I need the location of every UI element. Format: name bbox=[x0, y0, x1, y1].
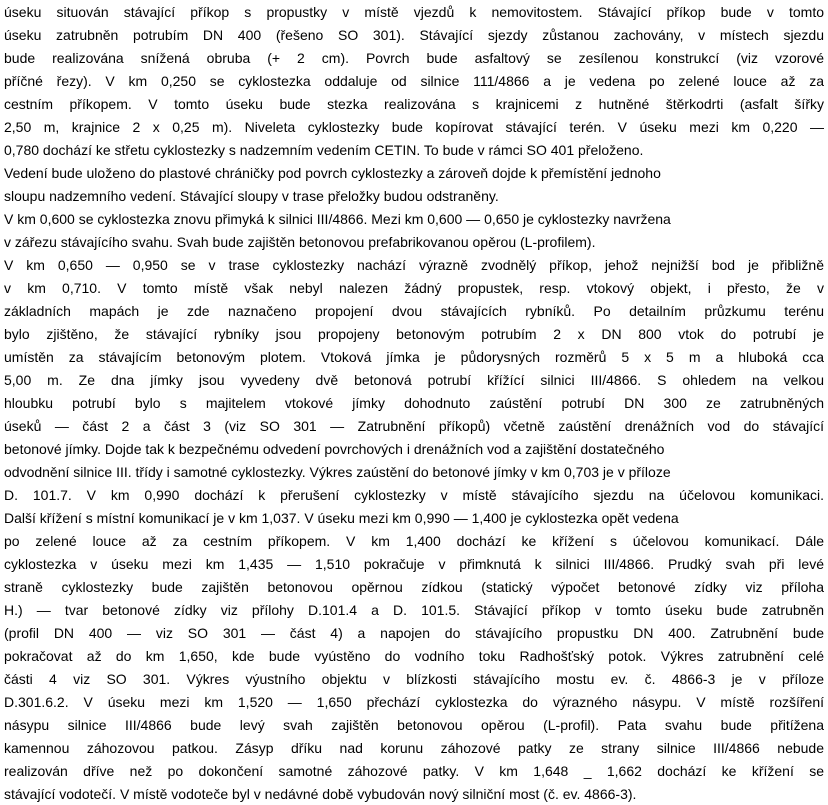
paragraph-line-1: úseku situován stávající příkop s propustky v místě vjezdů k nemovitostem. Stávající příkop bude v tomto bbox=[4, 4, 824, 20]
paragraph-line-28: (profil DN 400 — viz SO 301 — část 4) a napojen do stávajícího propustku DN 400. Zatrubnění bude bbox=[4, 625, 824, 641]
paragraph-line-15: bylo zjištěno, že stávající rybníky jsou propojeny betonovým potrubím 2 x DN 800 vtok do potrubí je bbox=[4, 326, 824, 342]
paragraph-line-6: 2,50 m, krajnice 2 x 0,25 m). Niveleta cyklostezky bude kopírovat stávající terén. V úseku mezi km 0,220 — bbox=[4, 119, 824, 135]
paragraph-line-19: úseků — část 2 a část 3 (viz SO 301 — Zatrubnění příkopů) včetně zaústění drenážních vod do stávající bbox=[4, 418, 824, 434]
paragraph-line-9: sloupu nadzemního vedení. Stávající sloupy v trase přeložky budou odstraněny. bbox=[4, 188, 499, 204]
paragraph-line-3: bude realizována snížená obruba (+ 2 cm). Povrch bude asfaltový se zesílenou konstrukcí (viz vzorové bbox=[4, 50, 824, 66]
paragraph-line-24: po zelené louce až za cestním příkopem. V km 1,400 dochází ke křížení s účelovou komunikací. Dále bbox=[4, 533, 824, 549]
paragraph-line-2: úseku zatrubněn potrubím DN 400 (řešeno SO 301). Stávající sjezdy zůstanou zachovány, v místech sjezdu bbox=[4, 27, 824, 43]
paragraph-line-25: cyklostezka v úseku mezi km 1,435 — 1,510 pokračuje v přimknutá k silnici III/4866. Prudký svah při levé bbox=[4, 556, 824, 572]
paragraph-line-30: části 4 viz SO 301. Výkres výustního objektu v blízkosti stávajícího mostu ev. č. 4866-3 je v příloze bbox=[4, 671, 824, 687]
paragraph-line-14: základních mapách je zde naznačeno propojení dvou stávajících rybníků. Po detailním průzkumu terénu bbox=[4, 303, 824, 319]
paragraph-line-26: straně cyklostezky bude zajištěn betonovou opěrnou zídkou (statický výpočet betonové zídky viz příloha bbox=[4, 579, 824, 595]
paragraph-line-29: pokračovat až do km 1,650, kde bude vyústěno do vodního toku Radhošťský potok. Výkres zatrubnění celé bbox=[4, 648, 824, 664]
paragraph-line-17: 5,00 m. Ze dna jímky jsou vyvedeny dvě betonová potrubí křížící silnici III/4866. S ohledem na velkou bbox=[4, 372, 824, 388]
paragraph-line-23: Další křížení s místní komunikací je v km 1,037. V úseku mezi km 0,990 — 1,400 je cyklostezka opět vedena bbox=[4, 510, 679, 526]
paragraph-line-5: cestním příkopem. V tomto úseku bude stezka realizována s krajnicemi z hutněné štěrkodrti (asfalt šířky bbox=[4, 96, 824, 112]
paragraph-line-21: odvodnění silnice III. třídy i samotné cyklostezky. Výkres zaústění do betonové jímky v km 0,703 je v příloze bbox=[4, 464, 671, 480]
paragraph-line-22: D. 101.7. V km 0,990 dochází k přerušení cyklostezky v místě stávajícího sjezdu na účelovou komunikaci. bbox=[4, 487, 824, 503]
paragraph-line-35: stávající vodotečí. V místě vodoteče byl v nedávné době vybudován nový silniční most (č. ev. 4866-3). bbox=[4, 786, 637, 802]
paragraph-line-10: V km 0,600 se cyklostezka znovu přimyká k silnici III/4866. Mezi km 0,600 — 0,650 je cyklostezky navržena bbox=[4, 211, 671, 227]
paragraph-line-7: 0,780 dochází ke střetu cyklostezky s nadzemním vedením CETIN. To bude v rámci SO 401 přeloženo. bbox=[4, 142, 644, 158]
paragraph-line-11: v zářezu stávajícího svahu. Svah bude zajištěn betonovou prefabrikovanou opěrou (L-profilem). bbox=[4, 234, 596, 250]
paragraph-line-16: umístěn za stávajícím betonovým plotem. Vtoková jímka je půdorysných rozměrů 5 x 5 m a hluboká cca bbox=[4, 349, 824, 365]
paragraph-line-12: V km 0,650 — 0,950 se v trase cyklostezky nachází výrazně zvodnělý příkop, jehož nejnižší bod je přibližně bbox=[4, 257, 824, 273]
paragraph-line-33: kamennou záhozovou patkou. Zásyp dříku nad korunu záhozové patky ze strany silnice III/4866 nebude bbox=[4, 740, 824, 756]
paragraph-line-20: betonové jímky. Dojde tak k bezpečnému odvedení povrchových i drenážních vod a zajištění dostatečného bbox=[4, 441, 665, 457]
paragraph-line-13: v km 0,710. V tomto místě však nebyl nalezen žádný propustek, resp. vtokový objekt, i přesto, že v bbox=[4, 280, 824, 296]
paragraph-line-27: H.) — tvar betonové zídky viz přílohy D.101.4 a D. 101.5. Stávající příkop v tomto úseku bude zatrubněn bbox=[4, 602, 824, 618]
paragraph-line-31: D.301.6.2. V úseku mezi km 1,520 — 1,650 přechází cyklostezka do výrazného násypu. V místě rozšíření bbox=[4, 694, 824, 710]
paragraph-line-4: příčné řezy). V km 0,250 se cyklostezka oddaluje od silnice 111/4866 a je vedena po zelené louce až za bbox=[4, 73, 824, 89]
paragraph-line-18: hloubku potrubí bylo s majitelem vtokové jímky dohodnuto zaústění potrubí DN 300 ze zatrubněných bbox=[4, 395, 824, 411]
paragraph-line-8: Vedení bude uloženo do plastové chráničky pod povrch cyklostezky a zároveň dojde k přemístění jednoho bbox=[4, 165, 661, 181]
paragraph-line-32: násypu silnice III/4866 bude levý svah zajištěn betonovou opěrou (L-profil). Pata svahu bude přitížena bbox=[4, 717, 824, 733]
paragraph-line-34: realizován dříve než po dokončení samotné záhozové patky. V km 1,648 _ 1,662 dochází ke křížení se bbox=[4, 763, 824, 779]
